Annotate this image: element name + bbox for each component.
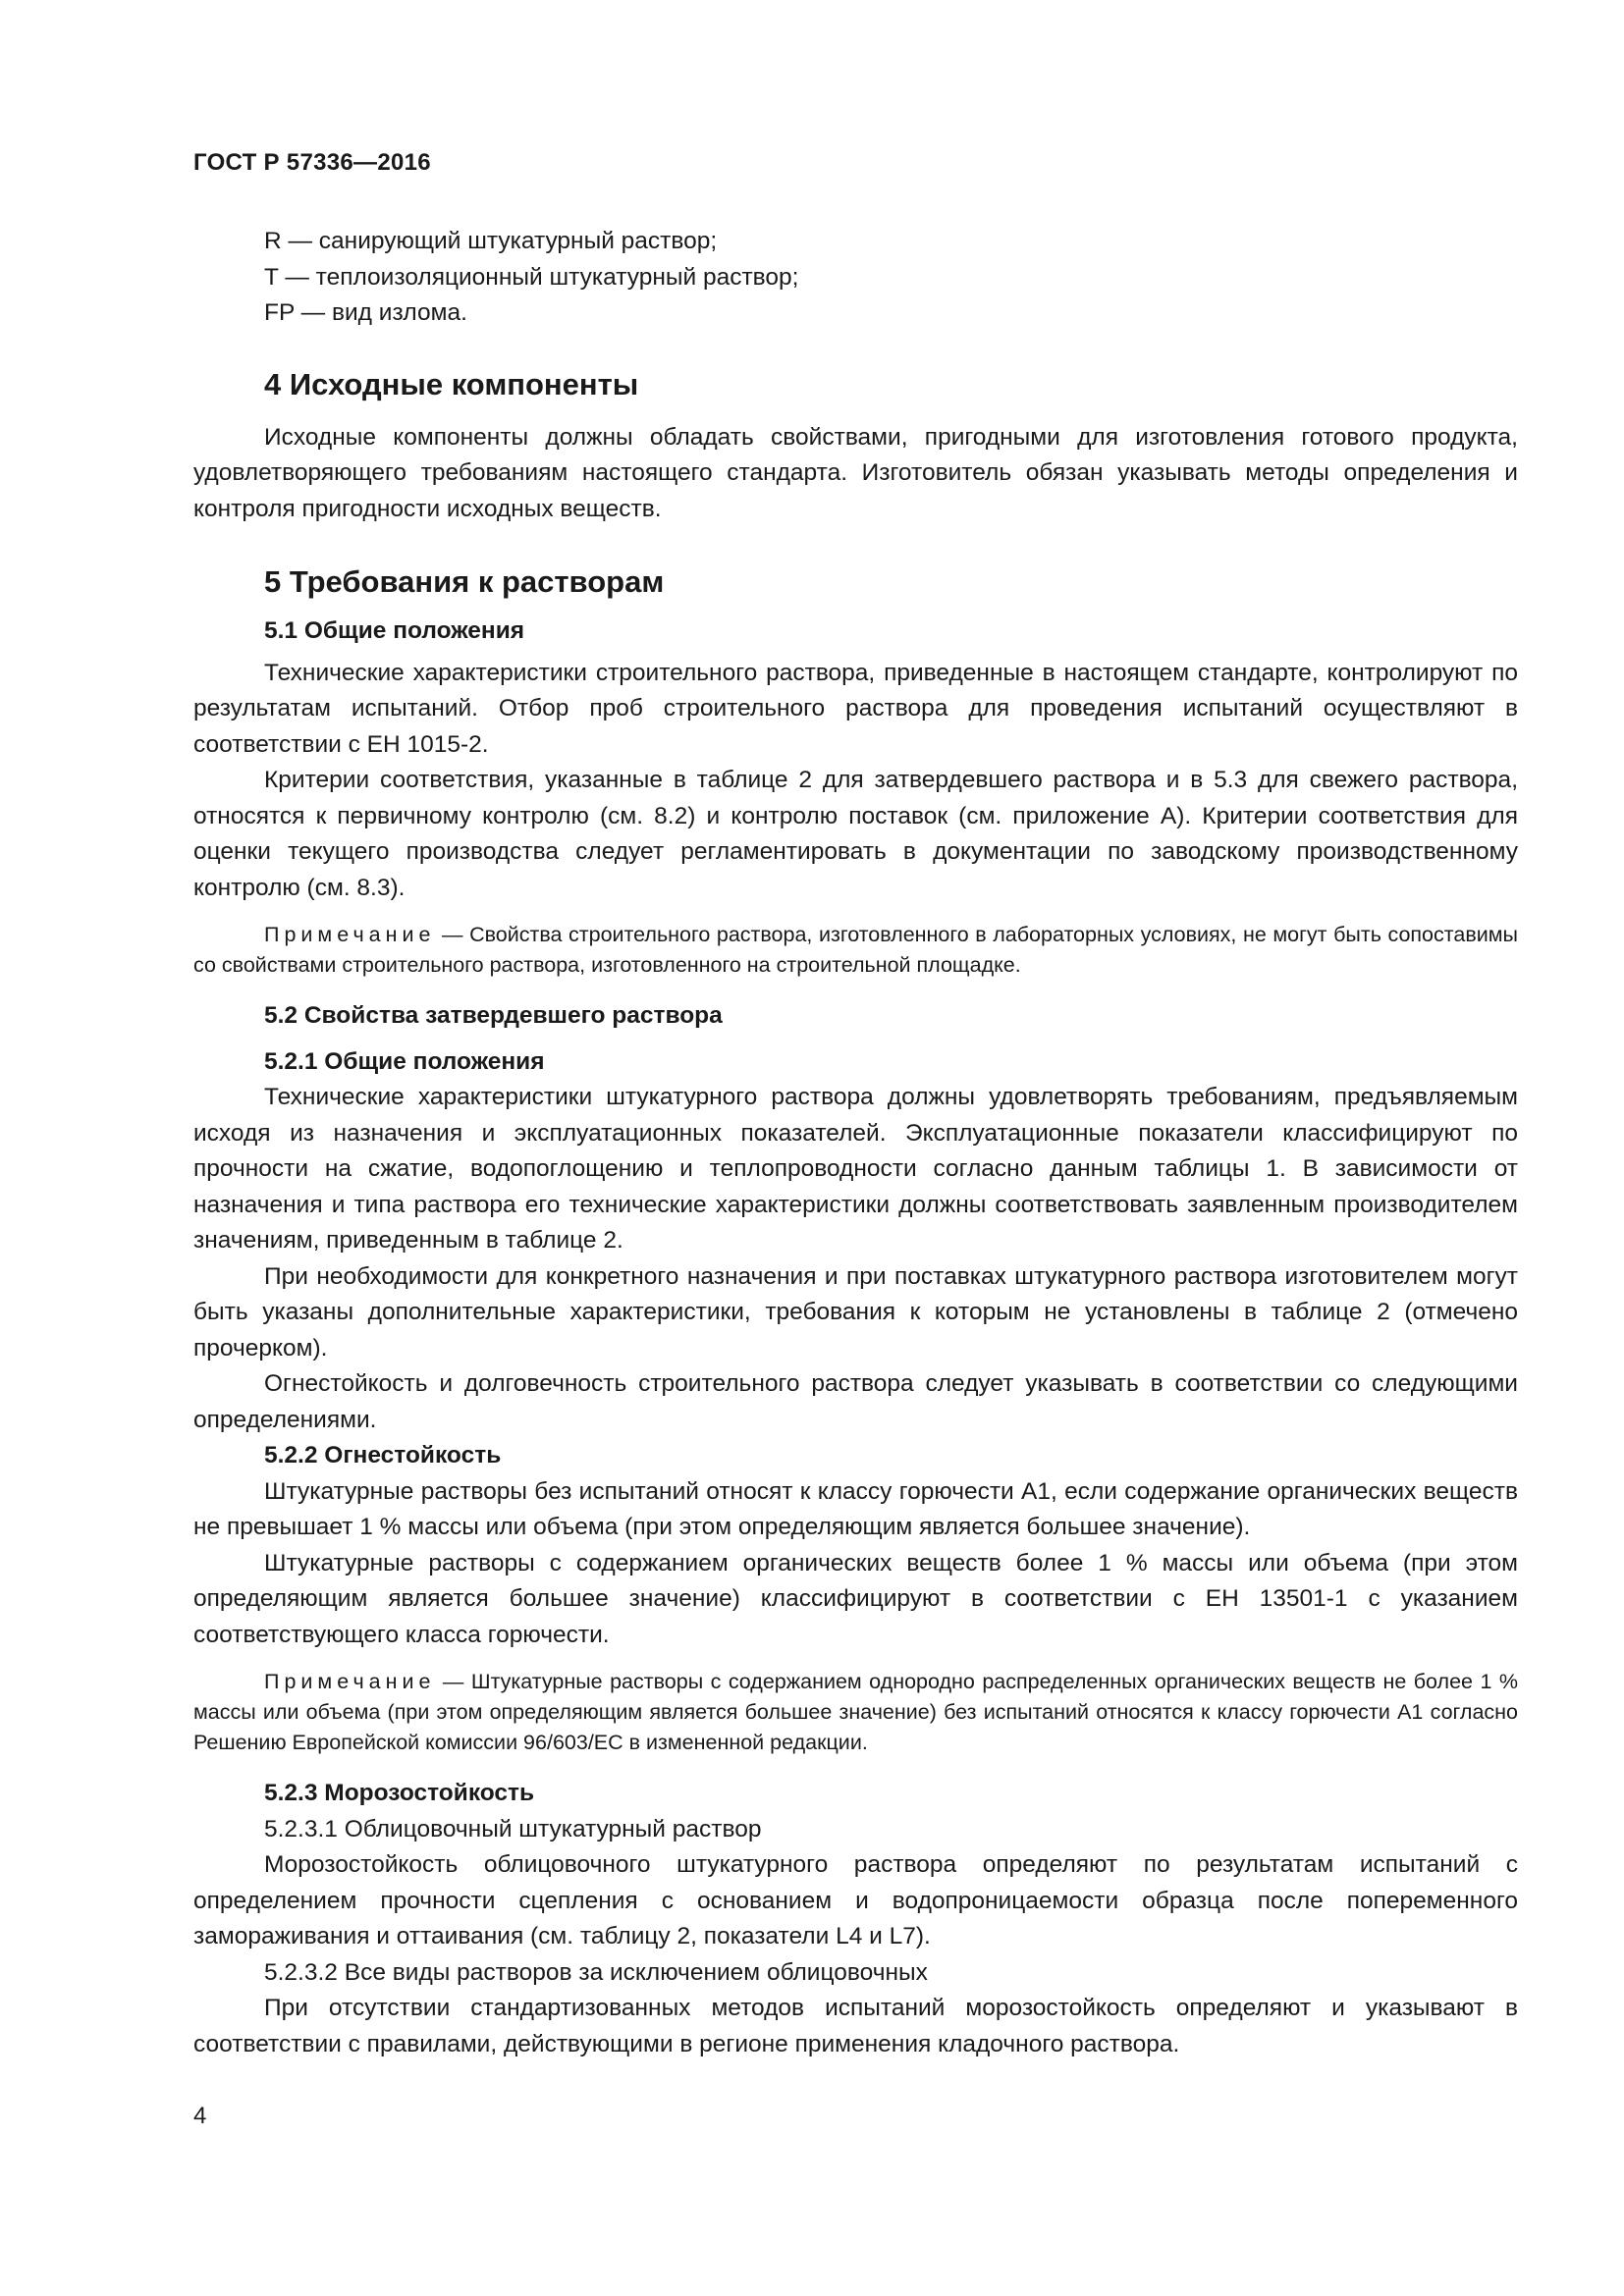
note-text: — Свойства строительного раствора, изготовленного в лабораторных условиях, не могут быть сопоставимы со свойствами строительного раствора, изготовленного на строительной площадке. bbox=[193, 923, 1518, 977]
section-5-2-2-paragraph-2: Штукатурные растворы с содержанием органических веществ более 1 % массы или объема (при этом определяющим является большее значение) классифицируют в соответствии с ЕН 13501-1 с указанием соответствующего класса горючести. bbox=[193, 1549, 1518, 1648]
section-5-2-3-heading: 5.2.3 Морозостойкость bbox=[264, 1780, 535, 1806]
section-5-2-1-paragraph-1: Технические характеристики штукатурного раствора должны удовлетворять требованиям, предъявляемым исходя из назначения и эксплуатационных показателей. Эксплуатационные показатели классифицируют по прочности на сжатие, водопоглощению и теплопроводности согласно данным таблицы 1. В зависимости от назначения и типа раствора его технические характеристики должны соответствовать заявленным производителем значениям, приведенным в таблице 2. bbox=[193, 1084, 1518, 1254]
section-5-2-3-1-heading: 5.2.3.1 Облицовочный штукатурный раствор bbox=[264, 1815, 762, 1842]
note-label: Примечание bbox=[264, 923, 436, 946]
section-5-2-2-heading: 5.2.2 Огнестойкость bbox=[264, 1442, 502, 1468]
page-content bbox=[193, 224, 1518, 2062]
note-label: Примечание bbox=[264, 1670, 436, 1693]
section-5-1-paragraph-2: Критерии соответствия, указанные в таблице 2 для затвердевшего раствора и в 5.3 для свежего раствора, относятся к первичному контролю (см. 8.2) и контролю поставок (см. приложение А). Критерии соответствия для оценки текущего производства следует регламентировать в документации по заводскому производственному контролю (см. 8.3). bbox=[193, 767, 1518, 901]
section-5-2-heading: 5.2 Свойства затвердевшего раствора bbox=[264, 1002, 723, 1029]
section-5-heading: 5 Требования к растворам bbox=[264, 564, 665, 599]
section-5-2-1-paragraph-3: Огнестойкость и долговечность строительного раствора следует указывать в соответствии со следующими определениями. bbox=[193, 1370, 1518, 1433]
section-5-1-heading: 5.1 Общие положения bbox=[264, 617, 525, 644]
section-5-2-2-note bbox=[193, 1667, 1518, 1758]
section-4-heading: 4 Исходные компоненты bbox=[264, 366, 639, 401]
section-5-2-3-1-paragraph: Морозостойкость облицовочного штукатурного раствора определяют по результатам испытаний с определением прочности сцепления с основанием и водопроницаемости образца после попеременного замораживания и оттаивания (см. таблицу 2, показатели L4 и L7). bbox=[193, 1851, 1518, 1949]
section-5-2-1-heading: 5.2.1 Общие положения bbox=[264, 1047, 545, 1075]
section-4-paragraph: Исходные компоненты должны обладать свойствами, пригодными для изготовления готового продукта, удовлетворяющего требованиям настоящего стандарта. Изготовитель обязан указывать методы определения и контроля пригодности исходных веществ. bbox=[193, 423, 1518, 522]
abbreviation-t: T — теплоизоляционный штукатурный раствор; bbox=[264, 263, 799, 291]
section-5-1-paragraph-1: Технические характеристики строительного раствора, приведенные в настоящем стандарте, контролируют по результатам испытаний. Отбор проб строительного раствора для проведения испытаний осуществляют в соответствии с ЕН 1015-2. bbox=[193, 659, 1518, 758]
document-code-header: ГОСТ Р 57336—2016 bbox=[193, 149, 431, 176]
section-5-2-3-2-heading: 5.2.3.2 Все виды растворов за исключением облицовочных bbox=[264, 1958, 928, 1986]
section-5-2-3-2-paragraph: При отсутствии стандартизованных методов испытаний морозостойкость определяют и указывают в соответствии с правилами, действующими в регионе применения кладочного раствора. bbox=[193, 1995, 1518, 2057]
section-5-2-2-paragraph-1: Штукатурные растворы без испытаний относят к классу горючести А1, если содержание органических веществ не превышает 1 % массы или объема (при этом определяющим является большее значение). bbox=[193, 1477, 1518, 1540]
note-text: — Штукатурные растворы с содержанием однородно распределенных органических веществ не более 1 % массы или объема (при этом определяющим является большее значение) без испытаний относятся к классу горючести А1 согласно Решению Европейской комиссии 96/603/ЕС в измененной редакции. bbox=[193, 1670, 1518, 1754]
section-5-2-1-paragraph-2: При необходимости для конкретного назначения и при поставках штукатурного раствора изготовителем могут быть указаны дополнительные характеристики, требования к которым не установлены в таблице 2 (отмечено прочерком). bbox=[193, 1262, 1518, 1362]
section-5-1-note bbox=[193, 920, 1518, 981]
abbreviation-r: R — санирующий штукатурный раствор; bbox=[264, 228, 718, 254]
page-number: 4 bbox=[193, 2103, 207, 2129]
abbreviation-fp: FP — вид излома. bbox=[264, 299, 467, 326]
